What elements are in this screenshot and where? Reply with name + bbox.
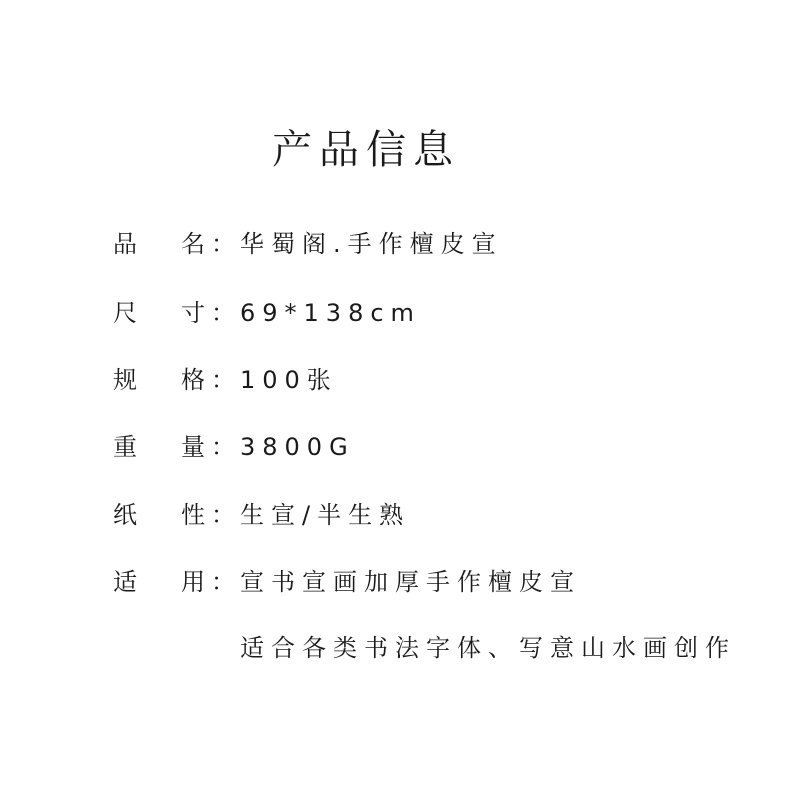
spec-label-char-2: 寸 (181, 299, 205, 327)
spec-value-paper-type: 生宣/半生熟 (240, 501, 411, 529)
spec-label-char-2: 格 (181, 366, 205, 394)
product-info-title: 产品信息 (272, 127, 460, 173)
spec-colon: ： (211, 230, 235, 258)
spec-label-char-2: 名 (181, 230, 205, 258)
spec-label-char-1: 品 (113, 230, 137, 258)
spec-label-char-1: 尺 (113, 299, 137, 327)
spec-label-char-1: 纸 (113, 501, 137, 529)
spec-label-char-2: 量 (181, 433, 205, 461)
spec-value-usage: 宣书宣画加厚手作檀皮宣 (240, 568, 581, 596)
spec-value-size: 69*138cm (240, 299, 421, 327)
spec-value-spec: 100张 (240, 366, 338, 394)
spec-colon: ： (211, 299, 235, 327)
spec-colon: ： (211, 366, 235, 394)
spec-colon: ： (211, 501, 235, 529)
spec-label-char-2: 性 (181, 501, 205, 529)
spec-colon: ： (211, 433, 235, 461)
spec-label-char-1: 适 (113, 568, 137, 596)
spec-label-char-2: 用 (181, 568, 205, 596)
spec-label-char-1: 规 (113, 366, 137, 394)
spec-value-weight: 3800G (240, 433, 355, 461)
spec-value-name: 华蜀阁.手作檀皮宣 (240, 230, 503, 258)
spec-value-usage-continuation: 适合各类书法字体、写意山水画创作 (240, 634, 736, 662)
spec-colon: ： (211, 568, 235, 596)
spec-label-char-1: 重 (113, 433, 137, 461)
